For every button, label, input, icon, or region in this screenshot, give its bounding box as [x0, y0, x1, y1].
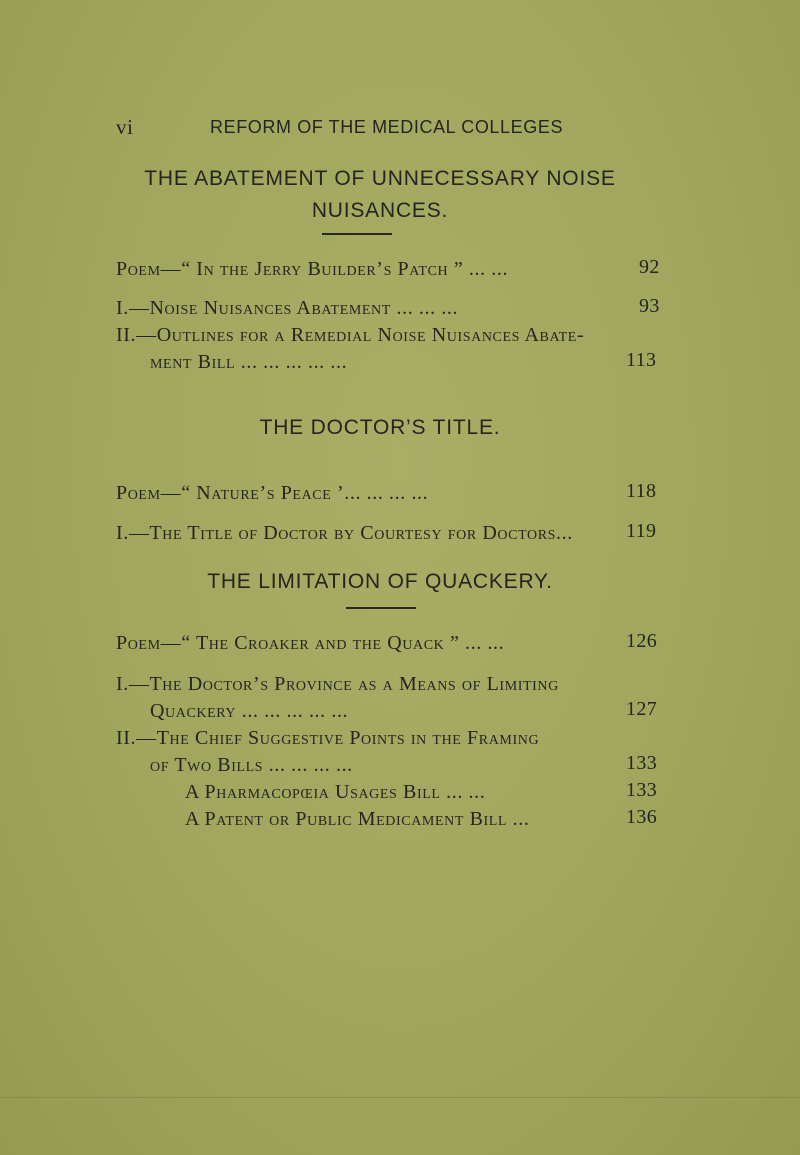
toc-entry[interactable]: I.—The Title of Doctor by Courtesy for Doctors... [116, 522, 573, 544]
toc-entry[interactable]: A Pharmacopœia Usages Bill ... ... [185, 781, 486, 803]
toc-page-number: 118 [626, 480, 657, 502]
section-title-quackery: THE LIMITATION OF QUACKERY. [207, 570, 553, 593]
running-head [116, 117, 658, 140]
section-divider [322, 233, 392, 235]
section-title-noise: THE ABATEMENT OF UNNECESSARY NOISE NUISANCES. [144, 167, 616, 222]
toc-page-number: 133 [626, 779, 658, 801]
toc-entry[interactable]: II.—Outlines for a Remedial Noise Nuisances Abate- [116, 324, 585, 346]
toc-page-number: 133 [626, 752, 658, 774]
toc-page-number: 93 [639, 295, 660, 317]
toc-entry[interactable]: II.—The Chief Suggestive Points in the Framing [116, 727, 540, 749]
page-edge-line [0, 1097, 800, 1098]
toc-entry[interactable]: Quackery ... ... ... ... ... [150, 700, 349, 722]
toc-entry[interactable]: of Two Bills ... ... ... ... [150, 754, 353, 776]
toc-page-number: 119 [626, 520, 657, 542]
toc-entry[interactable]: ment Bill ... ... ... ... ... [150, 351, 348, 373]
toc-entry[interactable]: I.—Noise Nuisances Abatement ... ... ... [116, 297, 459, 319]
section-divider [346, 607, 416, 609]
running-title: REFORM OF THE MEDICAL COLLEGES [210, 117, 564, 137]
toc-page-number: 136 [626, 806, 658, 828]
page-number: vi [116, 115, 134, 139]
toc-entry[interactable]: Poem—“ Nature’s Peace ’... ... ... ... [116, 482, 429, 504]
toc-page-number: 127 [626, 698, 658, 720]
toc-entry[interactable]: A Patent or Public Medicament Bill ... [185, 808, 530, 830]
section-title-doctors-title: THE DOCTOR’S TITLE. [259, 416, 501, 439]
toc-entry[interactable]: Poem—“ The Croaker and the Quack ” ... ... [116, 632, 505, 654]
toc-page-number: 92 [639, 256, 660, 278]
toc-entry[interactable]: Poem—“ In the Jerry Builder’s Patch ” ... ... [116, 258, 509, 280]
toc-entry[interactable]: I.—The Doctor’s Province as a Means of Limiting [116, 673, 559, 695]
toc-page-number: 113 [626, 349, 657, 371]
toc-page-number: 126 [626, 630, 658, 652]
